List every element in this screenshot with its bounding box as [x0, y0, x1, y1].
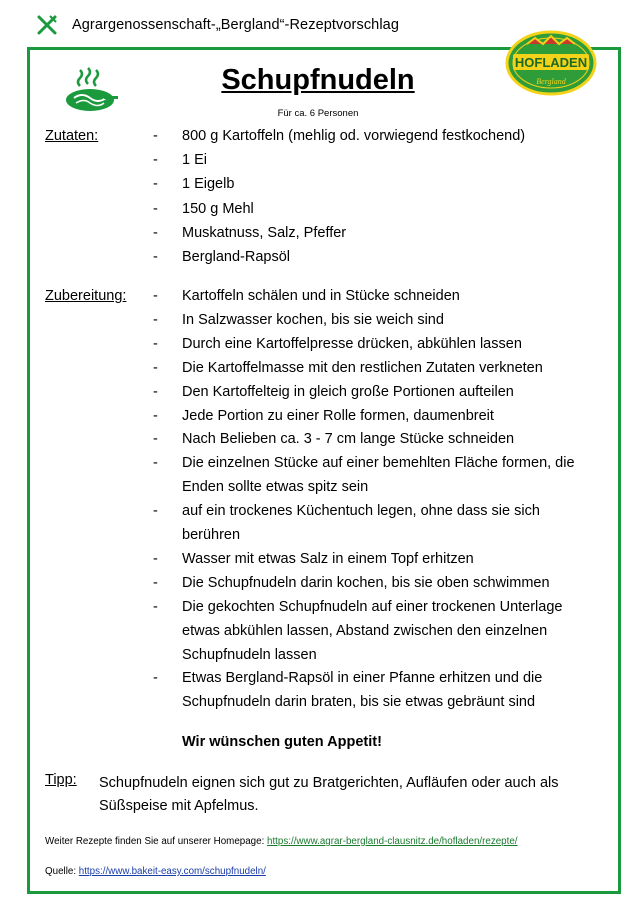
list-item-text: berühren: [182, 527, 241, 543]
fork-knife-icon: [36, 14, 58, 36]
list-bullet: -: [153, 455, 158, 472]
list-item-text: auf ein trockenes Küchentuch legen, ohne dass sie sich: [182, 503, 540, 520]
header-title: Agrargenossenschaft-„Bergland“-Rezeptvorschlag: [72, 17, 399, 33]
list-bullet: -: [153, 503, 158, 520]
list-item-text: 1 Eigelb: [182, 176, 235, 193]
list-item-text: Schupfnudeln lassen: [182, 646, 317, 663]
list-item-text: 1 Ei: [182, 152, 207, 169]
list-item-text: Die gekochten Schupfnudeln auf einer trockenen Unterlage: [182, 598, 563, 615]
closing-line: Wir wünschen guten Appetit!: [182, 734, 382, 750]
source-note: [45, 866, 266, 877]
list-item-text: In Salzwasser kochen, bis sie weich sind: [182, 311, 444, 328]
hofladen-logo-text: HOFLADEN: [514, 55, 588, 70]
list-bullet: -: [153, 407, 158, 424]
list-item-text: Den Kartoffelteig in gleich große Portionen aufteilen: [182, 383, 514, 400]
list-item-text: 150 g Mehl: [182, 200, 254, 217]
list-bullet: -: [153, 288, 158, 304]
list-bullet: -: [153, 670, 158, 687]
list-bullet: -: [153, 383, 158, 400]
homepage-note: [45, 836, 518, 847]
list-item-text: Die einzelnen Stücke auf einer bemehlten Fläche formen, die: [182, 455, 575, 472]
list-bullet: -: [153, 128, 158, 144]
list-item-text: Die Kartoffelmasse mit den restlichen Zutaten verkneten: [182, 359, 543, 376]
list-bullet: -: [153, 224, 158, 241]
source-link[interactable]: https://www.bakeit-easy.com/schupfnudeln/: [78, 866, 266, 877]
list-bullet: -: [153, 249, 158, 265]
hofladen-logo-sub: Bergland: [536, 77, 566, 86]
list-bullet: -: [153, 574, 158, 591]
list-item-text: Enden sollte etwas spitz sein: [182, 479, 369, 496]
list-item-text: Etwas Bergland-Rapsöl in einer Pfanne erhitzen und die: [182, 670, 543, 687]
list-bullet: -: [153, 335, 158, 352]
preparation-label: Zubereitung:: [45, 288, 127, 304]
list-item-text: Schupfnudeln darin braten, bis sie etwas gebräunt sind: [182, 694, 536, 711]
source-prefix: Quelle:: [45, 866, 79, 877]
list-item-text: Die Schupfnudeln darin kochen, bis sie oben schwimmen: [182, 574, 550, 591]
list-item-text: etwas abkühlen lassen, Abstand zwischen den einzelnen: [182, 622, 548, 639]
list-bullet: -: [153, 176, 158, 193]
list-item-text: Muskatnuss, Salz, Pfeffer: [182, 224, 347, 241]
list-bullet: -: [153, 598, 158, 615]
list-bullet: -: [153, 550, 158, 567]
tip-label: Tipp:: [45, 772, 77, 788]
list-bullet: -: [153, 311, 158, 328]
recipe-title: Schupfnudeln: [221, 64, 415, 96]
list-item-text: Bergland-Rapsöl: [182, 249, 291, 265]
servings-note: Für ca. 6 Personen: [277, 108, 359, 119]
list-item-text: Nach Belieben ca. 3 - 7 cm lange Stücke schneiden: [182, 431, 515, 448]
list-bullet: -: [153, 152, 158, 169]
list-item-text: Kartoffeln schälen und in Stücke schneiden: [182, 288, 460, 304]
list-item-text: Durch eine Kartoffelpresse drücken, abkühlen lassen: [182, 335, 522, 352]
list-item-text: 800 g Kartoffeln (mehlig od. vorwiegend festkochend): [182, 128, 526, 144]
ingredients-label: Zutaten:: [45, 128, 99, 144]
list-bullet: -: [153, 200, 158, 217]
list-bullet: -: [153, 431, 158, 448]
tip-text: Schupfnudeln eignen sich gut zu Bratgerichten, Aufläufen oder auch als Süßspeise mit Apfelmus.: [99, 775, 559, 814]
homepage-link[interactable]: https://www.agrar-bergland-clausnitz.de/hofladen/rezepte/: [267, 836, 518, 847]
list-item-text: Jede Portion zu einer Rolle formen, daumenbreit: [182, 407, 494, 424]
list-bullet: -: [153, 359, 158, 376]
homepage-prefix: Weiter Rezepte finden Sie auf unserer Homepage:: [45, 836, 268, 847]
list-item-text: Wasser mit etwas Salz in einem Topf erhitzen: [182, 550, 474, 567]
